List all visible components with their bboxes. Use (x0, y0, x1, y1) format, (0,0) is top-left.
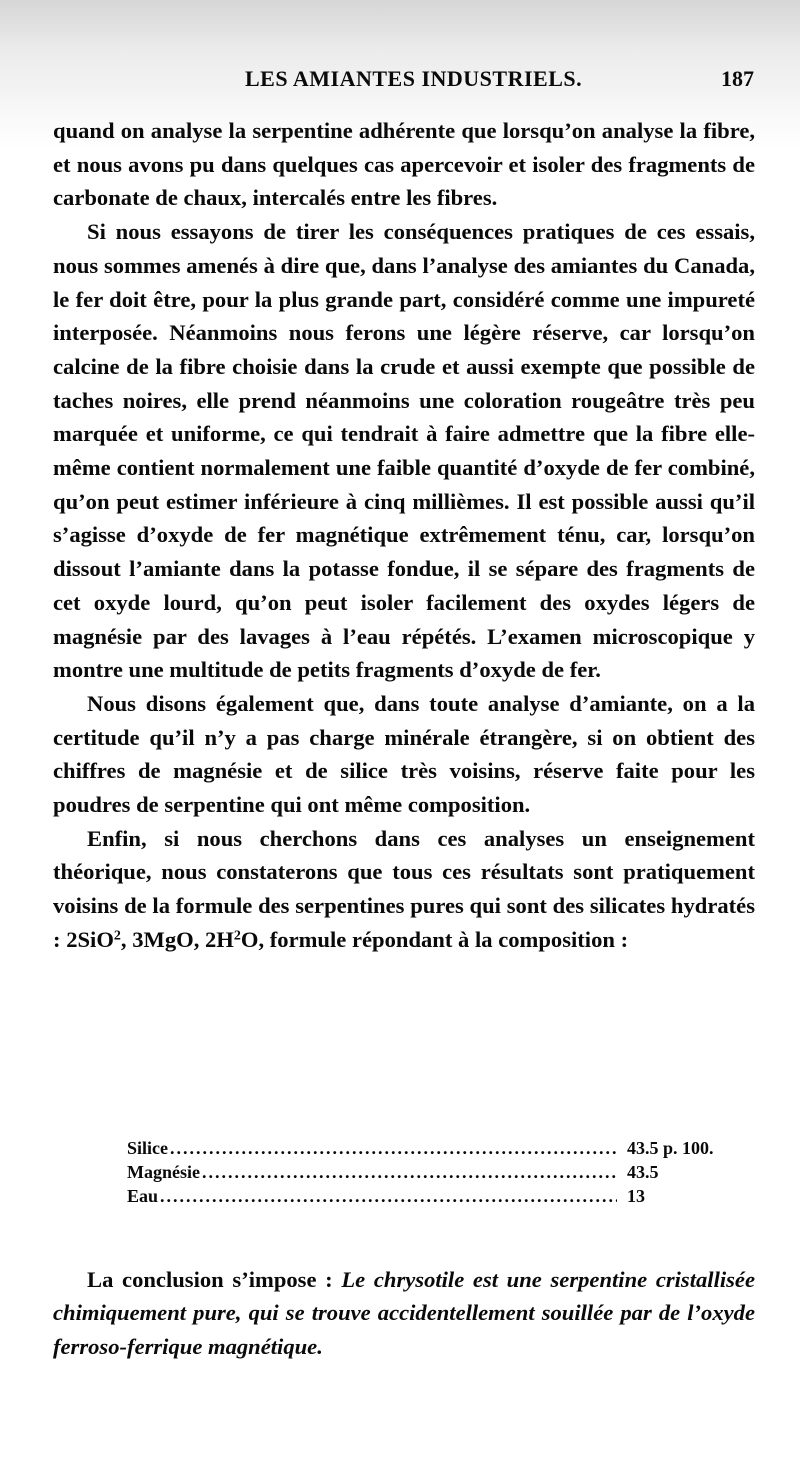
component-value: 43.5 (627, 1162, 659, 1182)
paragraph-continued: quand on analyse la serpentine adhérente que lorsqu’on analyse la fibre, et nous avons pu dans quelques cas apercevoir et isoler des fragments de carbonate de chaux, intercalés entre les fibres. (53, 118, 755, 211)
conclusion-lead: La conclusion s’impose : (87, 1266, 333, 1292)
component-name: Silice (127, 1138, 168, 1158)
paragraph-certitude: Nous disons également que, dans toute analyse d’amiante, on a la certitude qu’il n’y a pas charge minérale étrangère, si on obtient des chiffres de magnésie et de silice très voisins, réserve faite pour les poudres de serpentine qui ont même composition. (53, 690, 755, 818)
formula-part: O, (240, 926, 265, 952)
formula-part: , 3MgO, 2H (120, 926, 234, 952)
conclusion-paragraph (53, 1263, 755, 1364)
paragraph-theory (53, 822, 755, 957)
dot-leader (202, 1160, 617, 1184)
running-head: LES AMIANTES INDUSTRIELS. (245, 66, 583, 91)
composition-row (127, 1184, 767, 1208)
component-name: Magnésie (127, 1162, 200, 1182)
dot-leader (160, 1184, 617, 1208)
serpentine-formula (66, 927, 264, 952)
composition-table (127, 1136, 767, 1208)
paragraph-consequences: Si nous essayons de tirer les conséquences pratiques de ces essais, nous sommes amenés à dire que, dans l’analyse des amiantes du Canada, le fer doit être, pour la plus grande part, considéré comme une impureté interposée. Néanmoins nous ferons une légère réserve, car lorsqu’on calcine de la fibre choisie dans la crude et aussi exempte que possible de taches noires, elle prend néanmoins une coloration rougeâtre très peu marquée et uniforme, ce qui tendrait à faire admettre que la fibre elle-même contient normalement une faible quantité d’oxyde de fer combiné, qu’on peut estimer inférieure à cinq millièmes. Il est possible aussi qu’il s’agisse d’oxyde de fer magnétique extrêmement ténu, car, lorsqu’on dissout l’amiante dans la potasse fondue, il se sépare des fragments de cet oxyde lourd, qu’on peut isoler facilement des oxydes légers de magnésie par des lavages à l’eau répétés. L’examen microscopique y montre une multitude de petits fragments d’oxyde de fer. (53, 219, 755, 683)
page-header (52, 66, 754, 102)
formula-exponent: 2 (113, 928, 121, 944)
formula-exponent: 2 (233, 928, 241, 944)
component-value: 43.5 p. 100. (627, 1138, 714, 1158)
composition-row (127, 1136, 767, 1160)
component-value: 13 (627, 1186, 645, 1206)
theory-text-end: formule répondant à la composition : (269, 926, 629, 952)
body-text (53, 114, 755, 957)
formula-part: 2SiO (66, 926, 114, 952)
component-name: Eau (127, 1186, 159, 1206)
page-number: 187 (721, 66, 754, 91)
conclusion-italic: Le chrysotile est une serpentine cristallisée chimiquement pure, qui se trouve accidentellement souillée par de l’oxyde ferroso-ferrique magnétique. (53, 1266, 755, 1359)
composition-row (127, 1160, 767, 1184)
dot-leader (170, 1136, 617, 1160)
theory-text: Enfin, si nous cherchons dans ces analyses un enseignement théorique, nous constaterons que tous ces résultats sont pratiquement voisins de la formule des serpentines pures qui sont des silicates hydratés : (53, 825, 755, 952)
